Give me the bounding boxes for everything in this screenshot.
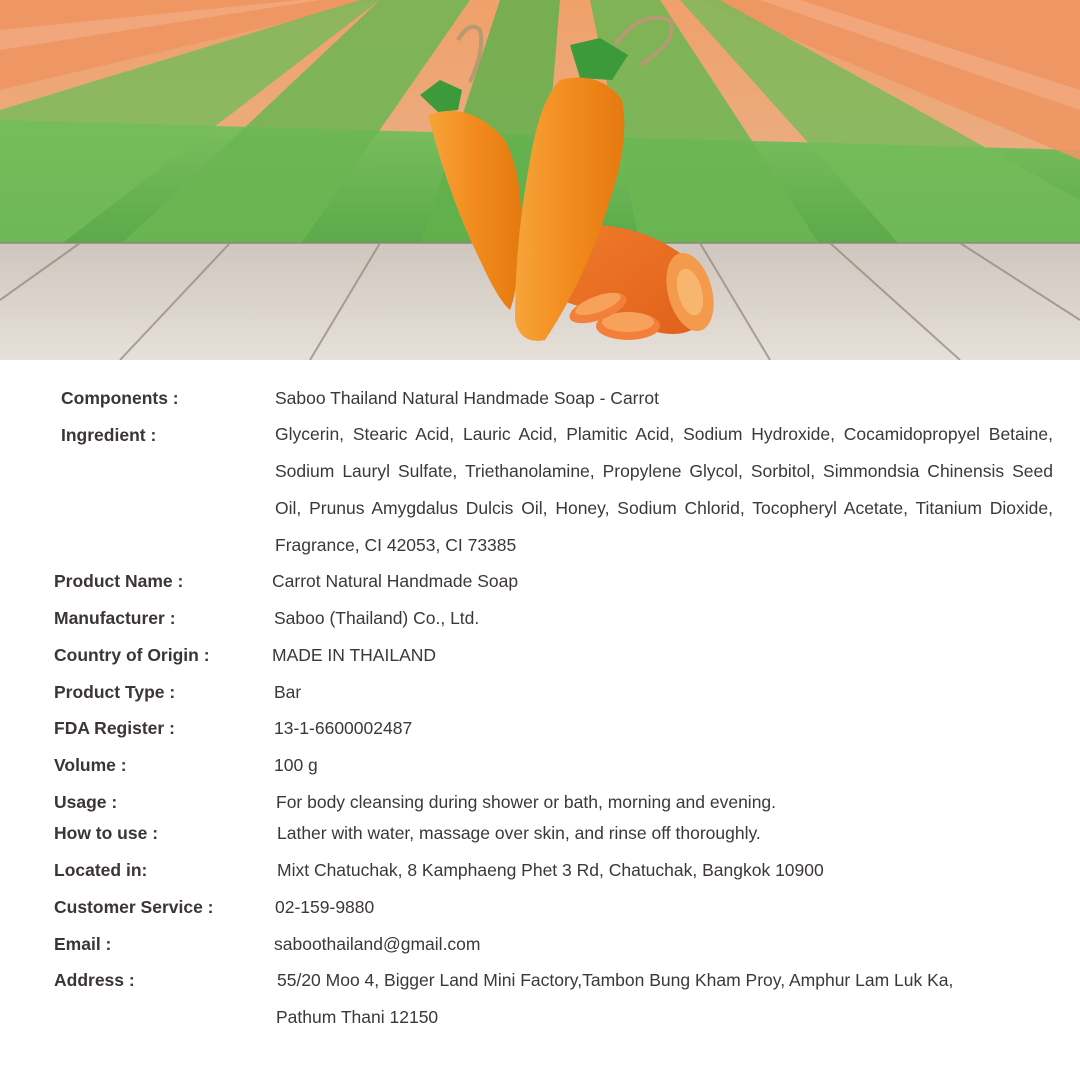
located-in-label: Located in: — [54, 860, 148, 880]
address-label: Address : — [54, 970, 135, 990]
product-specifications — [0, 360, 1080, 1080]
how-to-use-label: How to use : — [54, 823, 159, 843]
product-type-value: Bar — [274, 682, 302, 702]
customer-service-phone[interactable]: 02-159-9880 — [275, 897, 375, 917]
email-label: Email : — [54, 934, 112, 954]
ingredient-label: Ingredient : — [61, 425, 157, 445]
product-name-value: Carrot Natural Handmade Soap — [272, 571, 519, 591]
components-value: Saboo Thailand Natural Handmade Soap - Carrot — [275, 388, 659, 408]
fda-register-value: 13-1-6600002487 — [274, 718, 413, 738]
components-label: Components : — [61, 388, 179, 408]
usage-value: For body cleansing during shower or bath, morning and evening. — [276, 792, 777, 812]
fda-register-label: FDA Register : — [54, 718, 175, 738]
carrot-field-illustration — [0, 0, 1080, 360]
product-name-label: Product Name : — [54, 571, 184, 591]
country-of-origin-value: MADE IN THAILAND — [272, 645, 437, 665]
manufacturer-label: Manufacturer : — [54, 608, 176, 628]
located-in-value: Mixt Chatuchak, 8 Kamphaeng Phet 3 Rd, Chatuchak, Bangkok 10900 — [277, 860, 824, 880]
volume-label: Volume : — [54, 755, 127, 775]
address-line-2: Pathum Thani 12150 — [276, 1007, 439, 1027]
address-line-1: 55/20 Moo 4, Bigger Land Mini Factory,Tambon Bung Kham Proy, Amphur Lam Luk Ka, — [277, 970, 954, 990]
how-to-use-value: Lather with water, massage over skin, and rinse off thoroughly. — [277, 823, 761, 843]
manufacturer-value: Saboo (Thailand) Co., Ltd. — [274, 608, 480, 628]
ingredient-value: Glycerin, Stearic Acid, Lauric Acid, Plamitic Acid, Sodium Hydroxide, Cocamidopropyel Betaine, Sodium Lauryl Sulfate, Triethanolamine, Propylene Glycol, Sorbitol, Simmondsia Chinensis Seed Oil, Prunus Amygdalus Dulcis Oil, Honey, Sodium Chlorid, Tocopheryl Acetate, Titanium Dioxide, Fragrance, CI 42053, CI 73385 — [275, 424, 1053, 555]
customer-service-label: Customer Service : — [54, 897, 214, 917]
usage-label: Usage : — [54, 792, 118, 812]
product-type-label: Product Type : — [54, 682, 176, 702]
country-of-origin-label: Country of Origin : — [54, 645, 210, 665]
email-link[interactable]: saboothailand@gmail.com — [274, 934, 481, 954]
volume-value: 100 g — [274, 755, 318, 775]
hero-image — [0, 0, 1080, 360]
